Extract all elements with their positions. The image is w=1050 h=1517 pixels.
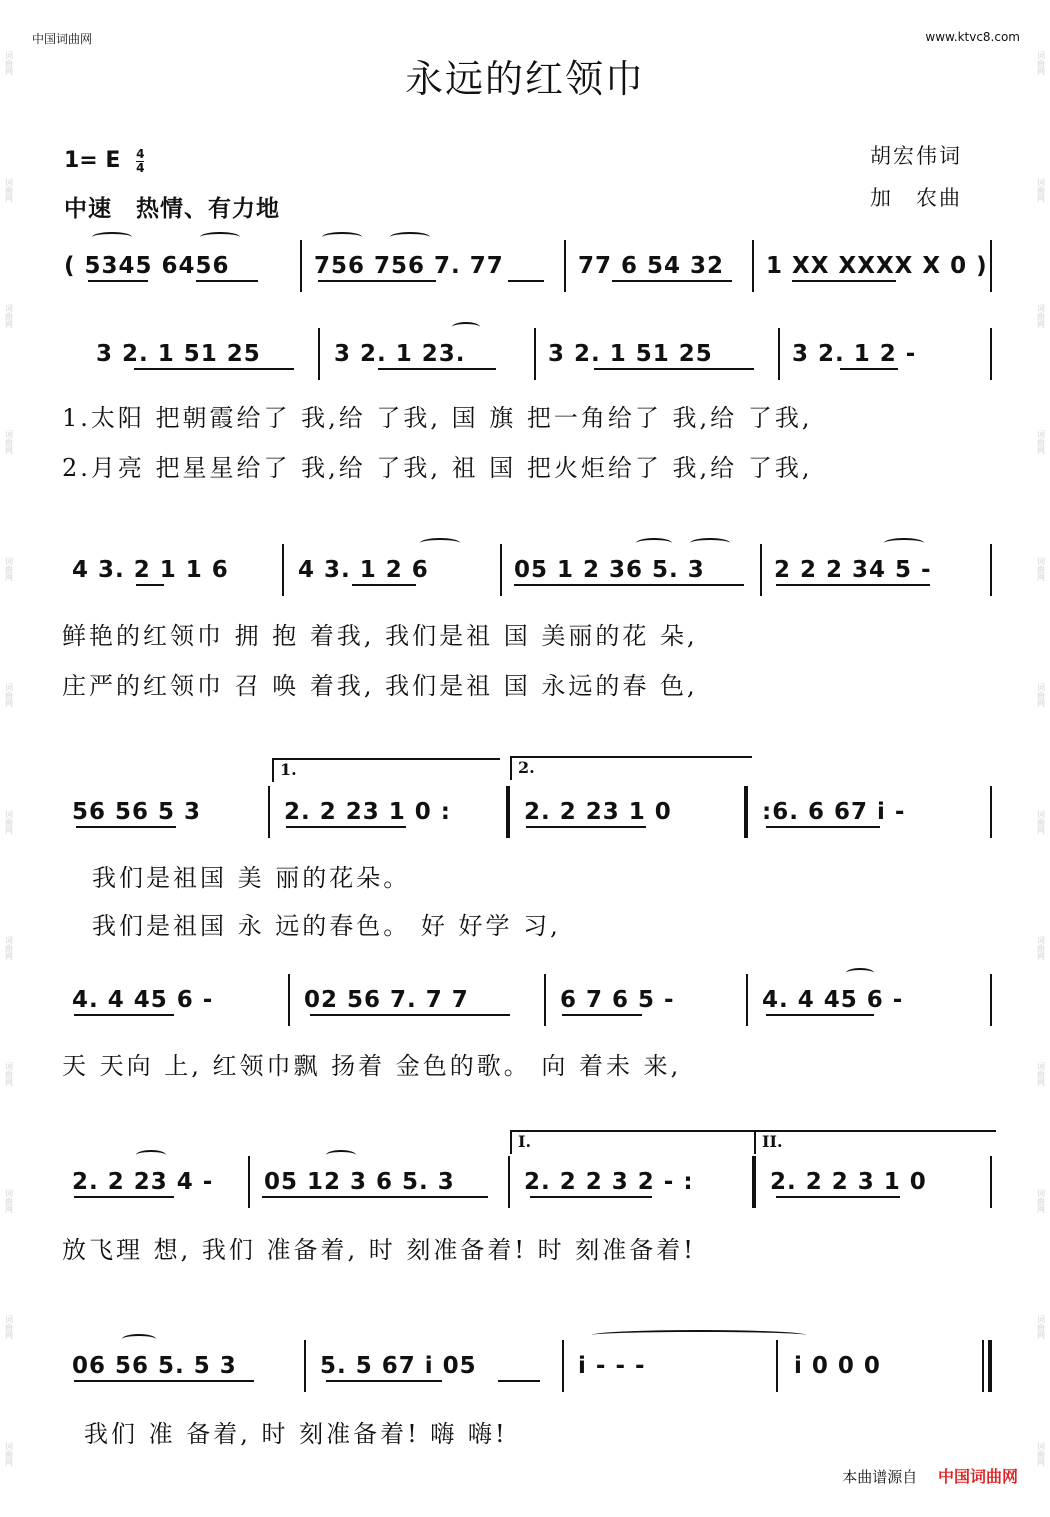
- measure: 3 2. 1 51 25: [548, 341, 713, 367]
- watermark-text: 词曲网: [4, 1188, 14, 1213]
- measure: ( 5345 6456: [64, 253, 230, 279]
- watermark-text: 词曲网: [1036, 809, 1046, 834]
- watermark-text: 词曲网: [1036, 1315, 1046, 1340]
- lyric-verse1: 我们是祖国 美 丽的花朵。: [92, 864, 411, 892]
- tempo-marking: 中速 热情、有力地: [64, 196, 280, 222]
- lyricist-credit: 胡宏伟词: [870, 144, 962, 168]
- slur: [200, 232, 240, 242]
- measure: 2. 2 23 4 -: [72, 1169, 214, 1195]
- measure: 02 56 7. 7 7: [304, 987, 469, 1013]
- slur: [452, 322, 480, 332]
- measure: 3 2. 1 23.: [334, 341, 466, 367]
- slur: [390, 232, 430, 242]
- watermark-text: 词曲网: [1036, 936, 1046, 961]
- measure: 3 2. 1 2 -: [792, 341, 917, 367]
- lyric-verse1: 1.太阳 把朝霞给了 我,给 了我, 国 旗 把一角给了 我,给 了我,: [62, 404, 813, 432]
- measure: 4. 4 45 6 -: [72, 987, 214, 1013]
- score-row-6: [60, 1340, 992, 1392]
- watermark-text: 词曲网: [4, 304, 14, 329]
- site-name-left: 中国词曲网: [32, 32, 93, 46]
- slur: [322, 232, 362, 242]
- volta-second: 2.: [510, 756, 752, 780]
- volta-first-b: I.: [510, 1130, 754, 1154]
- measure: 756 756 7. 77: [314, 253, 504, 279]
- watermark-text: 词曲网: [4, 1315, 14, 1340]
- measure: :6. 6 67 i -: [762, 799, 906, 825]
- watermark-text: 词曲网: [1036, 177, 1046, 202]
- slur: [846, 968, 874, 978]
- slur: [690, 538, 730, 548]
- measure: 05 1 2 36 5. 3: [514, 557, 705, 583]
- measure: 1 XX XXXX X 0 ): [766, 253, 988, 279]
- measure: 5. 5 67 i 05: [320, 1353, 477, 1379]
- tie: [592, 1330, 806, 1340]
- watermark-text: 词曲网: [4, 1441, 14, 1466]
- measure: 2. 2 2 3 1 0: [770, 1169, 927, 1195]
- slur: [122, 1334, 156, 1344]
- measure: 3 2. 1 51 25: [96, 341, 261, 367]
- watermark-text: 词曲网: [4, 809, 14, 834]
- watermark-left: [2, 0, 16, 1517]
- watermark-text: 词曲网: [4, 936, 14, 961]
- measure: 2 2 2 34 5 -: [774, 557, 932, 583]
- measure: 05 12 3 6 5. 3: [264, 1169, 455, 1195]
- watermark-text: 词曲网: [4, 51, 14, 76]
- slur: [136, 1150, 166, 1160]
- key-label: 1= E: [64, 148, 121, 173]
- score-row-2: [60, 544, 992, 596]
- lyric-verse2: 2.月亮 把星星给了 我,给 了我, 祖 国 把火炬给了 我,给 了我,: [62, 454, 813, 482]
- watermark-text: 词曲网: [1036, 51, 1046, 76]
- time-numerator: 4: [136, 146, 145, 161]
- watermark-text: 词曲网: [4, 177, 14, 202]
- volta-second-b: II.: [754, 1130, 996, 1154]
- time-signature: [136, 146, 145, 175]
- score-row-intro: [60, 240, 992, 292]
- watermark-text: 词曲网: [1036, 556, 1046, 581]
- watermark-text: 词曲网: [4, 430, 14, 455]
- measure: 06 56 5. 5 3: [72, 1353, 237, 1379]
- score-row-3: [60, 786, 992, 838]
- watermark-text: 词曲网: [1036, 1188, 1046, 1213]
- measure: 56 56 5 3: [72, 799, 202, 825]
- watermark-text: 词曲网: [1036, 683, 1046, 708]
- measure: i 0 0 0: [794, 1353, 881, 1379]
- lyric-verse1: 鲜艳的红领巾 拥 抱 着我, 我们是祖 国 美丽的花 朵,: [62, 622, 698, 650]
- watermark-text: 词曲网: [1036, 1062, 1046, 1087]
- score-row-1: [60, 328, 992, 380]
- slur: [326, 1150, 356, 1160]
- watermark-text: 词曲网: [4, 1062, 14, 1087]
- measure: 4. 4 45 6 -: [762, 987, 904, 1013]
- song-title: 永远的红领巾: [404, 57, 645, 101]
- score-row-4: [60, 974, 992, 1026]
- watermark-right: [1034, 0, 1048, 1517]
- lyric-line5: 放飞理 想, 我们 准备着, 时 刻准备着! 时 刻准备着!: [62, 1236, 696, 1264]
- key-signature: [64, 148, 144, 174]
- measure: 4 3. 2 1 1 6: [72, 557, 229, 583]
- slur: [420, 538, 460, 548]
- watermark-text: 词曲网: [1036, 304, 1046, 329]
- lyric-line4: 天 天向 上, 红领巾飘 扬着 金色的歌。 向 着未 来,: [62, 1052, 682, 1080]
- measure: 2. 2 23 1 0: [524, 799, 672, 825]
- footer-brand[interactable]: 中国词曲网: [937, 1467, 1018, 1486]
- site-url: www.ktvc8.com: [925, 30, 1020, 44]
- measure: i - - -: [578, 1353, 646, 1379]
- slur: [92, 232, 132, 242]
- lyric-verse2: 庄严的红领巾 召 唤 着我, 我们是祖 国 永远的春 色,: [62, 672, 698, 700]
- footer-source: [842, 1464, 1018, 1487]
- watermark-text: 词曲网: [1036, 430, 1046, 455]
- watermark-text: 词曲网: [4, 683, 14, 708]
- measure: 4 3. 1 2 6: [298, 557, 429, 583]
- slur: [884, 538, 924, 548]
- measure: 77 6 54 32: [578, 253, 725, 279]
- slur: [636, 538, 672, 548]
- lyric-line6: 我们 准 备着, 时 刻准备着! 嗨 嗨!: [84, 1420, 508, 1448]
- composer-credit: 加 农曲: [870, 186, 962, 210]
- time-denominator: 4: [136, 160, 145, 175]
- watermark-text: 词曲网: [4, 556, 14, 581]
- volta-first: 1.: [272, 758, 500, 782]
- lyric-verse2: 我们是祖国 永 远的春色。 好 好学 习,: [92, 912, 561, 940]
- measure: 2. 2 23 1 0 :: [284, 799, 451, 825]
- watermark-text: 词曲网: [1036, 1441, 1046, 1466]
- footer-source-label: 本曲谱源自: [842, 1468, 918, 1486]
- score-row-5: [60, 1156, 992, 1208]
- measure: 2. 2 2 3 2 - :: [524, 1169, 694, 1195]
- measure: 6 7 6 5 -: [560, 987, 675, 1013]
